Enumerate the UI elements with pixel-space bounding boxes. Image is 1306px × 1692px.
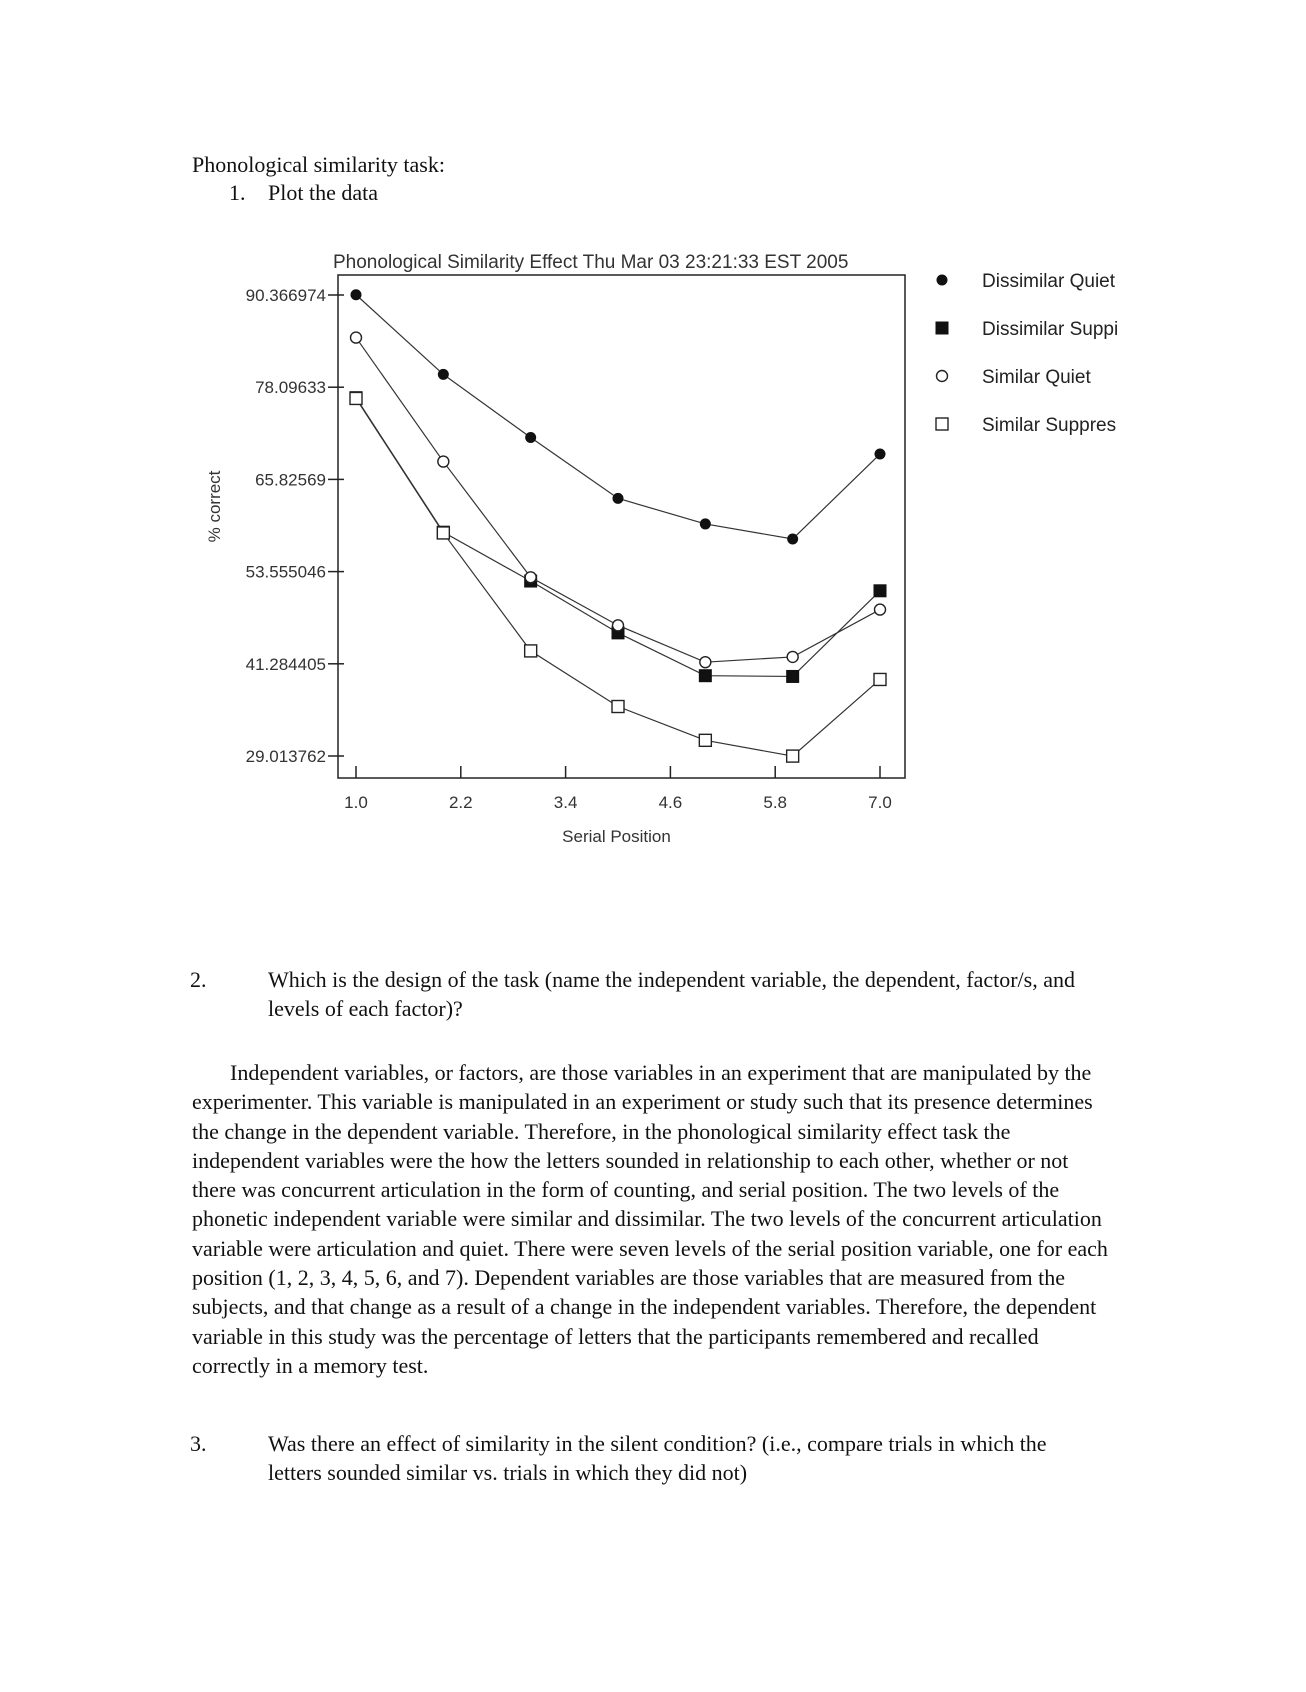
data-point [787, 670, 799, 682]
data-point [787, 651, 798, 662]
legend-label: Dissimilar Suppi [982, 319, 1119, 340]
question-1-number: 1. [229, 180, 246, 205]
y-tick-label: 41.284405 [245, 654, 326, 674]
x-axis-label: Serial Position [562, 827, 671, 846]
question-1-text: Plot the data [268, 180, 378, 205]
y-tick-label: 90.366974 [245, 286, 326, 305]
y-tick-label: 53.555046 [245, 562, 326, 582]
data-point [350, 392, 362, 404]
legend-label: Similar Quiet [982, 367, 1091, 388]
data-point [526, 433, 536, 443]
legend-marker [936, 322, 948, 334]
data-point [438, 456, 449, 467]
data-point [875, 604, 886, 615]
legend-label: Dissimilar Quiet [982, 271, 1116, 292]
question-3-number: 3. [190, 1431, 207, 1456]
data-point [699, 734, 711, 746]
data-point [525, 645, 537, 657]
y-tick-label: 78.09633 [255, 378, 326, 398]
data-point [351, 332, 362, 343]
data-point [613, 620, 624, 631]
data-point [700, 657, 711, 668]
x-tick-label: 5.8 [763, 793, 788, 812]
data-point [875, 449, 885, 459]
legend-marker [937, 275, 947, 285]
question-2-number: 2. [190, 967, 207, 992]
data-point [874, 673, 886, 685]
x-tick-label: 2.2 [448, 793, 473, 812]
x-tick-label: 1.0 [344, 793, 368, 812]
x-tick-label: 4.6 [658, 793, 683, 812]
data-point [613, 493, 623, 503]
data-point [437, 527, 449, 539]
document-heading: Phonological similarity task: [192, 152, 445, 177]
legend-marker [937, 371, 948, 382]
data-point [874, 585, 886, 597]
question-3-text: Was there an effect of similarity in the silent condition? (i.e., compare trials in which the letters sounded similar vs. trials in which they did not) [268, 1431, 1047, 1485]
legend-marker [936, 418, 948, 430]
data-point [612, 701, 624, 713]
question-3 [190, 1429, 1089, 1487]
chart-title: Phonological Similarity Effect Thu Mar 03 23:21:33 EST 2005 [333, 252, 849, 273]
data-point [525, 572, 536, 583]
question-2 [190, 965, 1089, 1023]
data-point [700, 519, 710, 529]
data-point [438, 369, 448, 379]
question-2-text: Which is the design of the task (name the independent variable, the dependent, factor/s, and levels of each factor)? [268, 967, 1075, 1021]
legend-label: Similar Suppres [982, 415, 1117, 436]
answer-paragraph: Independent variables, or factors, are those variables in an experiment that are manipulated by the experimenter. This variable is manipulated in an experiment or study such that its presence determines the change in the dependent variable. Therefore, in the phonological similarity effect task the independent variables were the how the letters sounded in relationship to each other, whether or not there was concurrent articulation in the form of counting, and serial position. The two levels of the phonetic independent variable were similar and dissimilar. The two levels of the concurrent articulation variable were articulation and quiet. There were seven levels of the serial position variable, one for each position (1, 2, 3, 4, 5, 6, and 7). Dependent variables are those variables that are measured from the subjects, and that change as a result of a change in the independent variables. Therefore, the dependent variable in this study was the percentage of letters that the participants remembered and recalled correctly in a memory test. [192, 1060, 1108, 1378]
y-tick-label: 65.82569 [255, 470, 326, 490]
data-point [788, 534, 798, 544]
y-axis-label: % correct [205, 470, 224, 543]
data-point [351, 290, 361, 300]
x-tick-label: 3.4 [553, 793, 578, 812]
x-tick-label: 7.0 [868, 793, 892, 812]
data-point [699, 670, 711, 682]
y-tick-label: 29.013762 [245, 747, 326, 766]
data-point [787, 750, 799, 762]
